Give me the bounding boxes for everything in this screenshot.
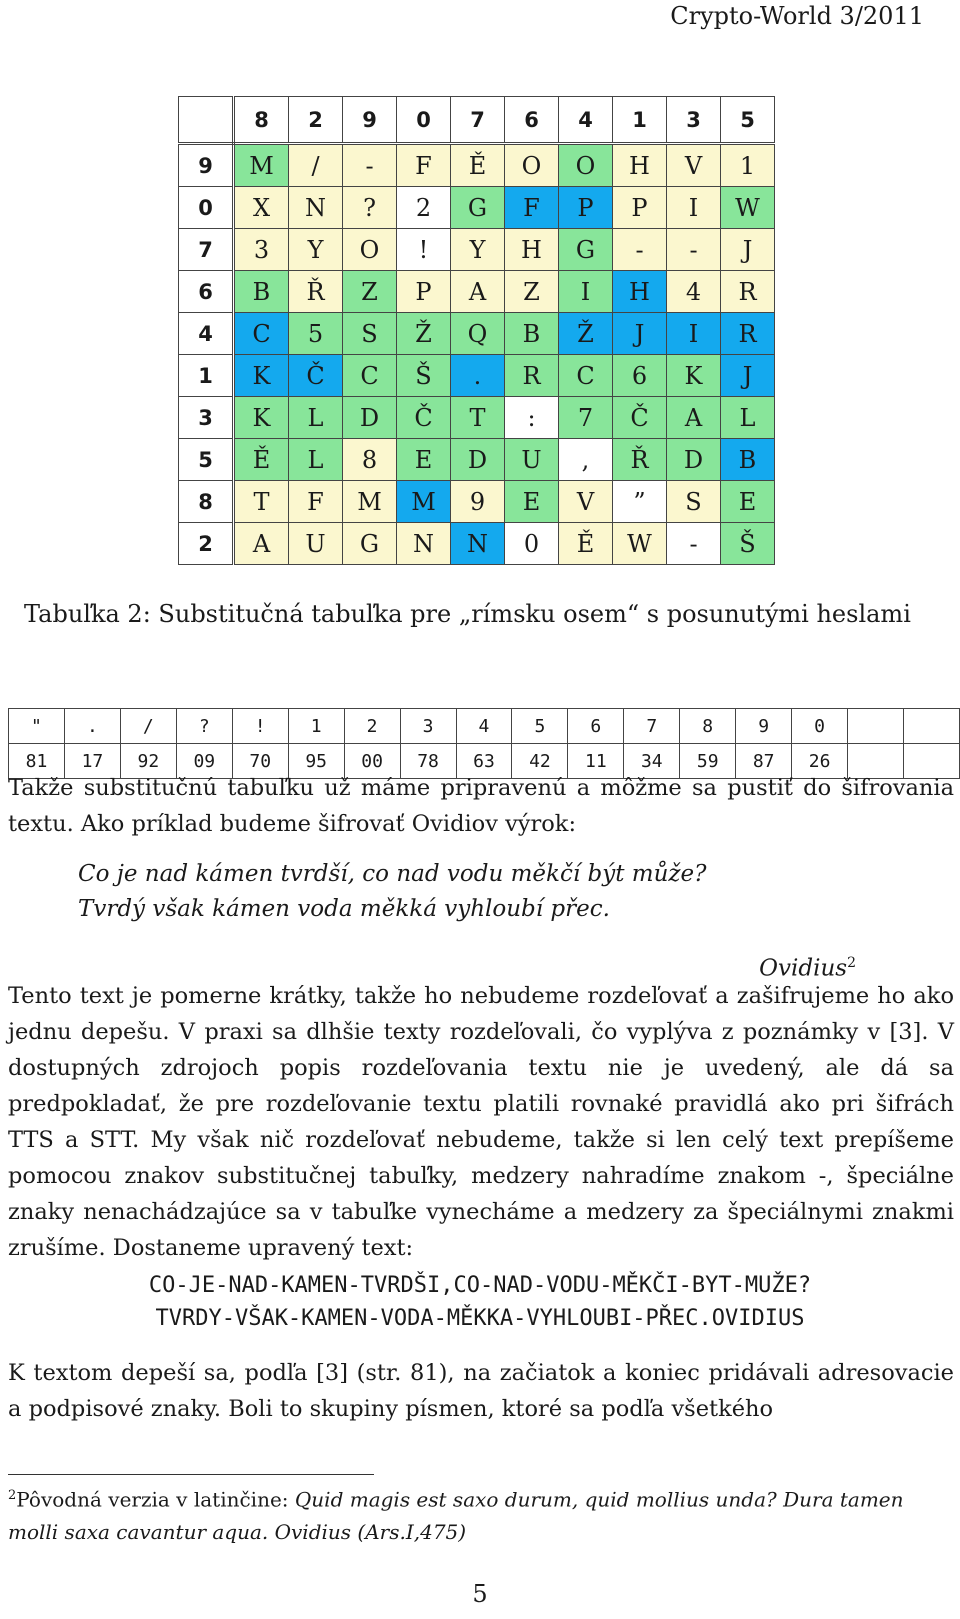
code-table-cell: 78 xyxy=(400,744,456,779)
table-cell: B xyxy=(505,313,559,355)
table-cell: Y xyxy=(289,229,343,271)
table-cell: B xyxy=(721,439,775,481)
table-cell: N xyxy=(397,523,451,565)
table-cell: V xyxy=(559,481,613,523)
table-cell: , xyxy=(559,439,613,481)
table-row xyxy=(179,187,775,229)
table-cell: Z xyxy=(343,271,397,313)
table-cell: J xyxy=(721,229,775,271)
table-cell: J xyxy=(721,355,775,397)
table-cell: Č xyxy=(613,397,667,439)
table-cell: T xyxy=(234,481,289,523)
table-cell: F xyxy=(289,481,343,523)
code-table-cell: 1 xyxy=(288,709,344,744)
table-cell: G xyxy=(559,229,613,271)
row-header: 9 xyxy=(179,144,234,187)
table-cell: V xyxy=(667,144,721,187)
table-cell: I xyxy=(667,313,721,355)
table-cell: B xyxy=(234,271,289,313)
table-cell: S xyxy=(667,481,721,523)
table-cell: Ě xyxy=(234,439,289,481)
table-caption: Tabuľka 2: Substitučná tabuľka pre „rímsku osem“ s posunutými heslami xyxy=(24,600,911,628)
table-cell: C xyxy=(343,355,397,397)
code-table-cell: 5 xyxy=(512,709,568,744)
table-cell: O xyxy=(559,144,613,187)
table-cell: W xyxy=(721,187,775,229)
column-header: 9 xyxy=(343,97,397,144)
table-row xyxy=(179,355,775,397)
row-header: 6 xyxy=(179,271,234,313)
row-header: 0 xyxy=(179,187,234,229)
code-line-2: TVRDY-VŠAK-KAMEN-VODA-MĚKKA-VYHLOUBI-PŘEC.OVIDIUS xyxy=(155,1306,805,1331)
table-cell: W xyxy=(613,523,667,565)
table-cell: K xyxy=(234,397,289,439)
code-table-cell: 11 xyxy=(568,744,624,779)
table-cell: H xyxy=(505,229,559,271)
table-cell: 4 xyxy=(667,271,721,313)
paragraph-body: Tento text je pomerne krátky, takže ho nebudeme rozdeľovať a zašifrujeme ho ako jednu depešu. V praxi sa dlhšie texty rozdeľovali, čo vyplýva z poznámky v [3]. V dostupných zdrojoch popis rozdeľovania textu nie je uvedený, ale dá sa predpokladať, že pre rozdeľovanie textu platili rovnaké pravidlá ako pri šifrách TTS a STT. My však nič rozdeľovať nebudeme, takže si len celý text prepíšeme pomocou znakov substitučnej tabuľky, medzery nahradíme znakom -, špeciálne znaky nenachádzajúce sa v tabuľke vynecháme a medzery za špeciálnymi znakmi zrušíme. Dostaneme upravený text: xyxy=(8,983,954,1261)
code-table-cell: 6 xyxy=(568,709,624,744)
table-cell: ! xyxy=(397,229,451,271)
table-cell: E xyxy=(721,481,775,523)
quote-line-2: Tvrdý však kámen voda měkká vyhloubí přec. xyxy=(78,896,610,922)
code-table-cell: 8 xyxy=(680,709,736,744)
code-table-cell xyxy=(903,709,959,744)
code-table-cell: 3 xyxy=(400,709,456,744)
table-row xyxy=(179,229,775,271)
table-cell: P xyxy=(397,271,451,313)
table-cell: 7 xyxy=(559,397,613,439)
table-cell: - xyxy=(613,229,667,271)
column-header: 8 xyxy=(234,97,289,144)
table-cell: G xyxy=(451,187,505,229)
table-cell: - xyxy=(667,229,721,271)
table-cell: N xyxy=(289,187,343,229)
table-cell: R xyxy=(721,313,775,355)
table-cell: Ř xyxy=(613,439,667,481)
footnote-latin: Quid magis est saxo durum, quid mollius unda? Dura tamen molli saxa cavantur aqua. Ovidius (Ars.I,475) xyxy=(8,1487,904,1544)
code-table-cell: 59 xyxy=(680,744,736,779)
table-cell: N xyxy=(451,523,505,565)
table-cell: I xyxy=(667,187,721,229)
table-cell: M xyxy=(234,144,289,187)
table-cell: E xyxy=(505,481,559,523)
table-cell: ” xyxy=(613,481,667,523)
table-cell: 5 xyxy=(289,313,343,355)
table-cell: J xyxy=(613,313,667,355)
table-cell: S xyxy=(343,313,397,355)
code-table-cell: ? xyxy=(176,709,232,744)
table-cell: L xyxy=(289,439,343,481)
table-cell: U xyxy=(505,439,559,481)
table-cell: X xyxy=(234,187,289,229)
code-table-cell: 0 xyxy=(792,709,848,744)
column-header: 0 xyxy=(397,97,451,144)
code-table-cell: 81 xyxy=(9,744,65,779)
table-cell: Š xyxy=(721,523,775,565)
substitution-table xyxy=(178,96,775,565)
table-row xyxy=(179,313,775,355)
column-header: 4 xyxy=(559,97,613,144)
footnote xyxy=(8,1480,954,1548)
table-cell: M xyxy=(397,481,451,523)
table-cell: G xyxy=(343,523,397,565)
table-cell: D xyxy=(343,397,397,439)
table-cell: Ř xyxy=(289,271,343,313)
table-cell: A xyxy=(667,397,721,439)
table-cell: D xyxy=(451,439,505,481)
code-table-cell: 87 xyxy=(736,744,792,779)
code-table-cell: . xyxy=(64,709,120,744)
column-header: 6 xyxy=(505,97,559,144)
row-header: 2 xyxy=(179,523,234,565)
table-row xyxy=(179,271,775,313)
table-cell: P xyxy=(613,187,667,229)
code-table-cell: ! xyxy=(232,709,288,744)
column-header: 5 xyxy=(721,97,775,144)
table-cell: D xyxy=(667,439,721,481)
row-header: 3 xyxy=(179,397,234,439)
table-cell: Z xyxy=(505,271,559,313)
code-table-cell: 95 xyxy=(288,744,344,779)
table-cell: U xyxy=(289,523,343,565)
table-cell: H xyxy=(613,271,667,313)
table-cell: 2 xyxy=(397,187,451,229)
column-header: 7 xyxy=(451,97,505,144)
table-cell: R xyxy=(505,355,559,397)
row-header: 5 xyxy=(179,439,234,481)
code-table-cell xyxy=(848,709,904,744)
code-line-1: CO-JE-NAD-KAMEN-TVRDŠI,CO-NAD-VODU-MĚKČI-BYT-MUŽE? xyxy=(148,1273,812,1298)
footnote-prefix: Pôvodná verzia v latinčine: xyxy=(16,1487,295,1512)
table-cell: - xyxy=(343,144,397,187)
code-table-cell: 92 xyxy=(120,744,176,779)
table-cell: 9 xyxy=(451,481,505,523)
code-table-cell: 09 xyxy=(176,744,232,779)
table-row xyxy=(179,523,775,565)
table-row xyxy=(179,439,775,481)
quote-line-1: Co je nad kámen tvrdší, co nad vodu měkčí být může? xyxy=(78,861,707,887)
code-table-cell: / xyxy=(120,709,176,744)
table-cell: F xyxy=(397,144,451,187)
footnote-number: 2 xyxy=(8,1488,17,1503)
table-cell: Ž xyxy=(559,313,613,355)
code-table-cell: 4 xyxy=(456,709,512,744)
table-cell: Č xyxy=(397,397,451,439)
code-table-row xyxy=(9,709,960,744)
code-table-cell: " xyxy=(9,709,65,744)
table-row xyxy=(179,144,775,187)
table-cell: T xyxy=(451,397,505,439)
running-header: Crypto-World 3/2011 xyxy=(670,2,924,30)
table-cell: 0 xyxy=(505,523,559,565)
table-cell: 1 xyxy=(721,144,775,187)
row-header: 1 xyxy=(179,355,234,397)
table-cell: L xyxy=(289,397,343,439)
code-table-cell: 2 xyxy=(344,709,400,744)
table-cell: 6 xyxy=(613,355,667,397)
code-table xyxy=(8,708,960,779)
table-cell: L xyxy=(721,397,775,439)
table-cell: Ě xyxy=(559,523,613,565)
table-cell: A xyxy=(451,271,505,313)
code-table-cell: 26 xyxy=(792,744,848,779)
table-cell: : xyxy=(505,397,559,439)
table-cell: . xyxy=(451,355,505,397)
table-cell: Y xyxy=(451,229,505,271)
table-cell: E xyxy=(397,439,451,481)
column-header: 2 xyxy=(289,97,343,144)
table-cell: H xyxy=(613,144,667,187)
table-cell: A xyxy=(234,523,289,565)
table-cell: Q xyxy=(451,313,505,355)
table-cell: O xyxy=(343,229,397,271)
table-cell: Č xyxy=(289,355,343,397)
table-cell: 8 xyxy=(343,439,397,481)
table-cell: K xyxy=(234,355,289,397)
footnote-rule xyxy=(8,1474,374,1475)
footnote-mark: 2 xyxy=(847,955,856,971)
table-cell: Ě xyxy=(451,144,505,187)
table-cell: - xyxy=(667,523,721,565)
code-table-cell: 17 xyxy=(64,744,120,779)
code-table-cell: 7 xyxy=(624,709,680,744)
code-table-cell: 70 xyxy=(232,744,288,779)
paragraph-closing: K textom depeší sa, podľa [3] (str. 81), na začiatok a koniec pridávali adresovacie a podpisové znaky. Boli to skupiny písmen, ktoré sa podľa všetkého xyxy=(8,1360,954,1422)
table-cell: ? xyxy=(343,187,397,229)
code-table-cell: 63 xyxy=(456,744,512,779)
code-table-cell: 34 xyxy=(624,744,680,779)
page-number: 5 xyxy=(472,1580,488,1608)
table-row xyxy=(179,481,775,523)
row-header: 7 xyxy=(179,229,234,271)
table-cell: Ž xyxy=(397,313,451,355)
row-header: 4 xyxy=(179,313,234,355)
table-cell: O xyxy=(505,144,559,187)
table-cell: Š xyxy=(397,355,451,397)
column-header: 1 xyxy=(613,97,667,144)
code-table-cell: 00 xyxy=(344,744,400,779)
row-header: 8 xyxy=(179,481,234,523)
column-header: 3 xyxy=(667,97,721,144)
table-corner xyxy=(179,97,234,144)
table-cell: / xyxy=(289,144,343,187)
table-cell: C xyxy=(559,355,613,397)
table-cell: 3 xyxy=(234,229,289,271)
author-name: Ovidius xyxy=(759,955,848,982)
table-row xyxy=(179,397,775,439)
table-cell: I xyxy=(559,271,613,313)
code-table-cell: 42 xyxy=(512,744,568,779)
table-cell: P xyxy=(559,187,613,229)
code-table-cell: 9 xyxy=(736,709,792,744)
paragraph-intro: Takže substitučnú tabuľku už máme pripravenú a môžme sa pustiť do šifrovania textu. Ako príklad budeme šifrovať Ovidiov výrok: xyxy=(8,775,954,837)
table-cell: R xyxy=(721,271,775,313)
table-cell: K xyxy=(667,355,721,397)
table-cell: F xyxy=(505,187,559,229)
table-cell: C xyxy=(234,313,289,355)
table-cell: M xyxy=(343,481,397,523)
